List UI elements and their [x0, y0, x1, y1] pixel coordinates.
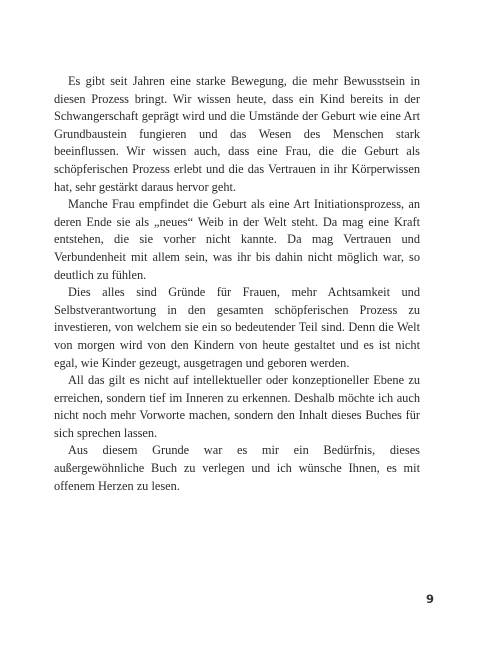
paragraph-4: All das gilt es nicht auf intellektueller oder konzeptioneller Ebene zu erreichen, sondern tief im Inneren zu erkennen. Deshalb möchte ich auch nicht noch mehr Vorworte machen, sondern den Inhalt dieses Buches für sich sprechen lassen. [54, 373, 420, 440]
paragraph-1: Es gibt seit Jahren eine starke Bewegung, die mehr Bewusstsein in diesen Prozess bringt. Wir wissen heute, dass ein Kind bereits in der Schwangerschaft geprägt wird und die Umstände der Geburt wie eine Art Grundbaustein fungieren und das Wesen des Menschen stark beeinflussen. Wir wissen auch, dass eine Frau, die die Geburt als schöpferischen Prozess erlebt und die das Vertrauen in ihr Körperwissen hat, sehr gestärkt daraus hervor geht. [54, 74, 420, 194]
paragraph-5: Aus diesem Grunde war es mir ein Bedürfnis, dieses außergewöhnliche Buch zu verlegen und ich wünsche Ihnen, es mit offenem Herzen zu lesen. [54, 443, 420, 493]
page-number: 9 [425, 592, 434, 606]
body-text [54, 73, 420, 495]
paragraph-3: Dies alles sind Gründe für Frauen, mehr Achtsamkeit und Selbstverantwortung in den gesamten schöpferischen Prozess zu investieren, von welchem sie ein so bedeutender Teil sind. Denn die Welt von morgen wird von den Kindern von heute gestaltet und es ist nicht egal, wie Kinder gezeugt, ausgetragen und geboren werden. [54, 285, 420, 370]
paragraph-2: Manche Frau empfindet die Geburt als eine Art Initiationsprozess, an deren Ende sie als „neues“ Weib in der Welt steht. Da mag eine Kraft entstehen, die sie vorher nicht kannte. Da mag Vertrauen und Verbundenheit mit allem sein, was ihr bis dahin nicht möglich war, so deutlich zu fühlen. [54, 197, 420, 282]
